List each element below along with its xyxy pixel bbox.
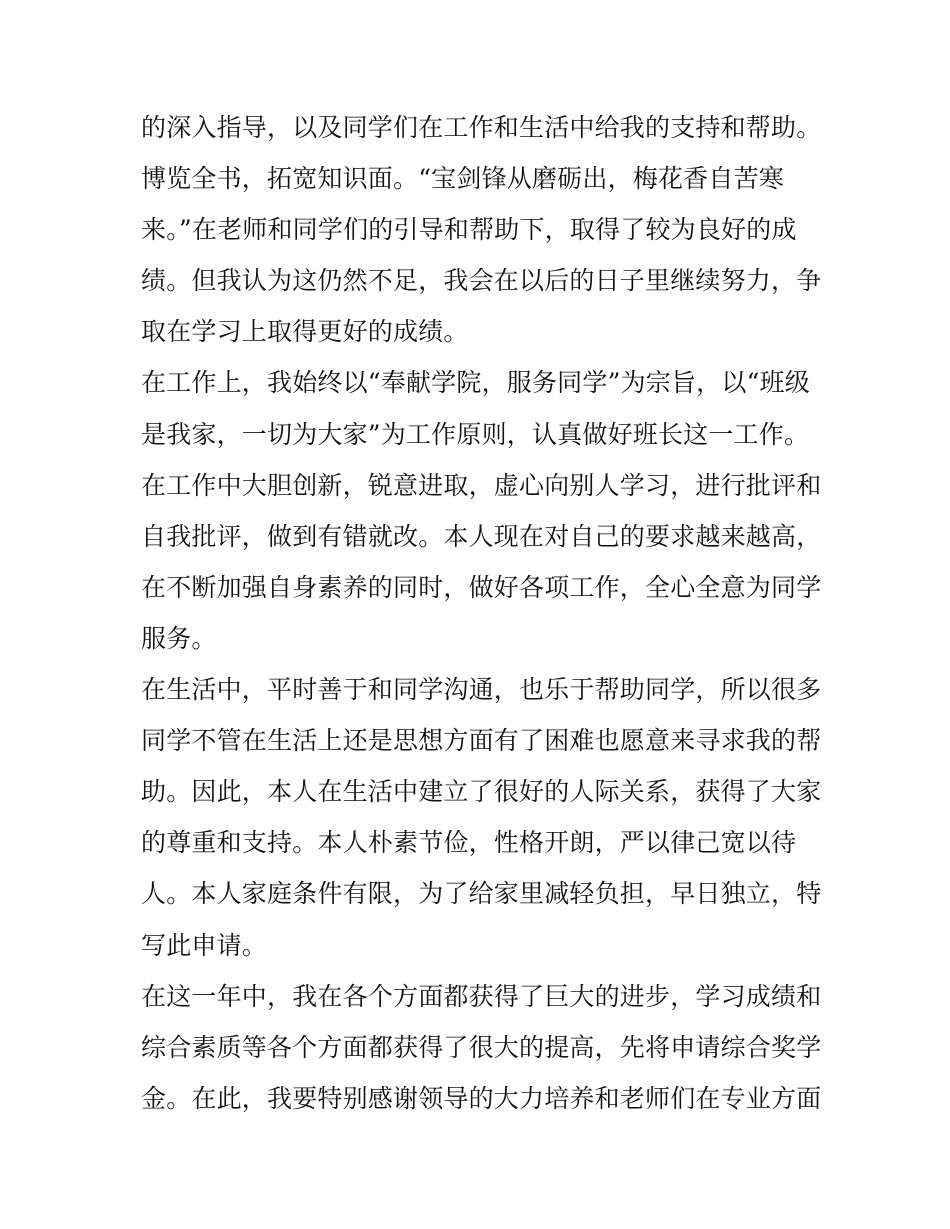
text-line: 的尊重和支持。本人朴素节俭，性格开朗，严以律己宽以待 (141, 828, 797, 858)
document-body-text (141, 108, 821, 1130)
text-line: 在不断加强自身素养的同时，做好各项工作，全心全意为同学 (141, 572, 822, 602)
text-line: 绩。但我认为这仍然不足，我会在以后的日子里继续努力，争 (141, 266, 822, 296)
text-line: 在工作上，我始终以“奉献学院，服务同学”为宗旨，以“班级 (141, 368, 810, 398)
text-line: 服务。 (141, 623, 217, 653)
text-line: 在生活中，平时善于和同学沟通，也乐于帮助同学，所以很多 (141, 675, 822, 705)
text-line: 自我批评，做到有错就改。本人现在对自己的要求越来越高， (141, 521, 822, 551)
text-line: 人。本人家庭条件有限，为了给家里减轻负担，早日独立，特 (141, 879, 822, 909)
text-line: 是我家，一切为大家”为工作原则，认真做好班长这一工作。 (141, 419, 810, 449)
text-line: 写此申请。 (141, 930, 268, 960)
text-line: 综合素质等各个方面都获得了很大的提高，先将申请综合奖学 (141, 1032, 822, 1062)
text-line: 同学不管在生活上还是思想方面有了困难也愿意来寻求我的帮 (141, 726, 822, 756)
text-line: 取在学习上取得更好的成绩。 (141, 317, 469, 347)
text-line: 博览全书，拓宽知识面。“宝剑锋从磨砺出，梅花香自苦寒 (141, 164, 784, 194)
text-line: 的深入指导，以及同学们在工作和生活中给我的支持和帮助。 (141, 113, 822, 142)
text-line: 来。”在老师和同学们的引导和帮助下，取得了较为良好的成 (141, 215, 797, 245)
text-line: 在工作中大胆创新，锐意进取，虚心向别人学习，进行批评和 (141, 470, 822, 500)
text-line: 在这一年中，我在各个方面都获得了巨大的进步，学习成绩和 (141, 981, 822, 1011)
text-line: 金。在此，我要特别感谢领导的大力培养和老师们在专业方面 (141, 1083, 822, 1113)
text-line: 助。因此，本人在生活中建立了很好的人际关系，获得了大家 (141, 777, 822, 807)
